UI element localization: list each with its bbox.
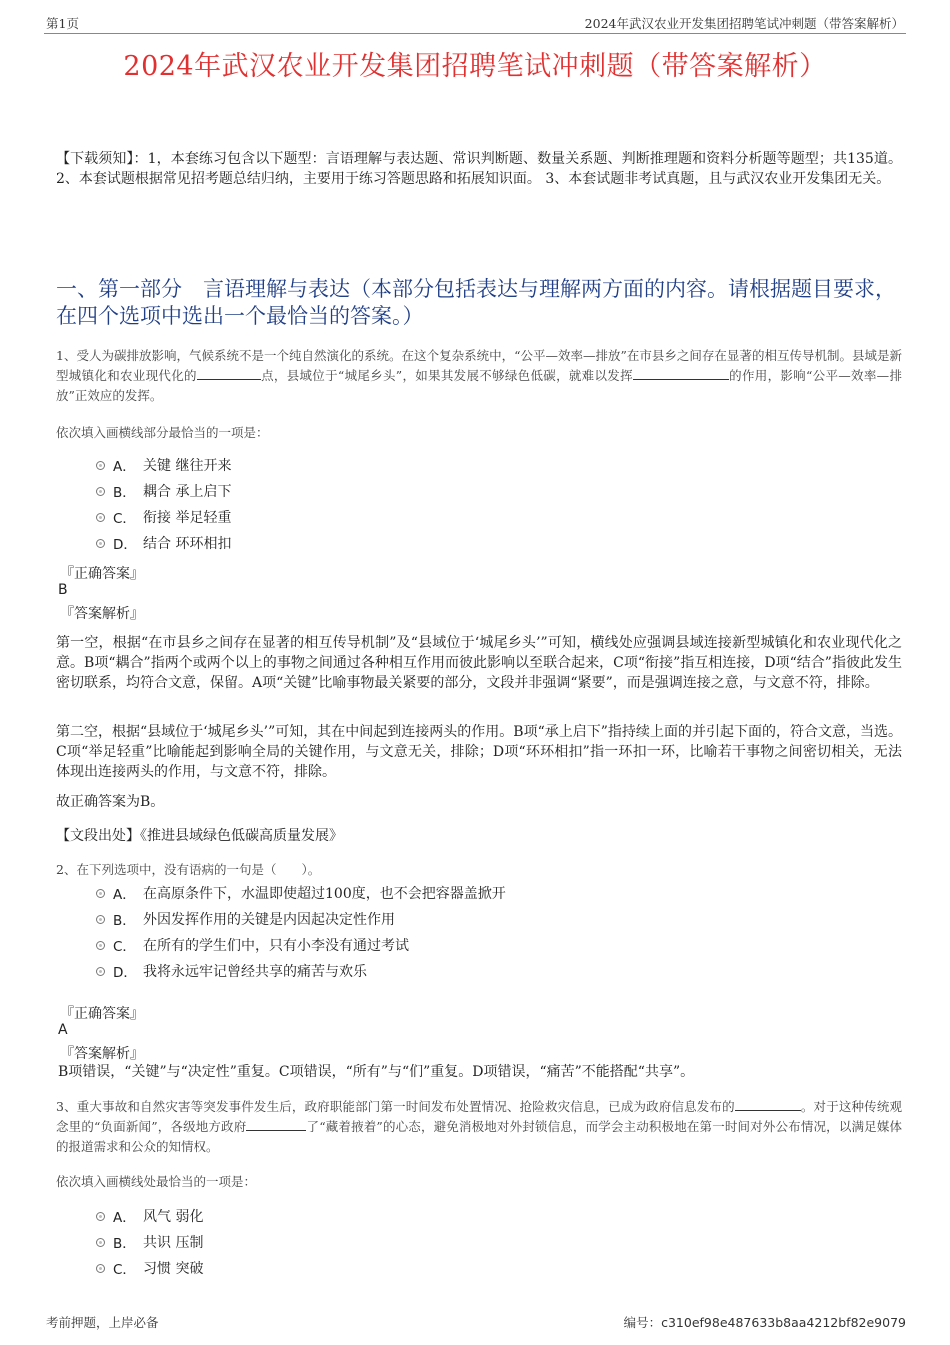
question-2-stem: 2、在下列选项中，没有语病的一句是（ ）。 xyxy=(56,862,321,877)
q1-option-b[interactable]: B． 耦合 承上启下 xyxy=(96,478,231,504)
radio-icon[interactable] xyxy=(96,889,105,898)
header-divider xyxy=(44,33,906,34)
page-title: 2024年武汉农业开发集团招聘笔试冲刺题（带答案解析） xyxy=(123,51,827,82)
q2-analysis: B项错误，“关键”与“决定性”重复。C项错误，“所有”与“们”重复。D项错误，“痛苦”不能搭配“共享”。 xyxy=(58,1064,695,1080)
q1-blank-2 xyxy=(633,367,729,380)
q3-stem-part-b: 。对于这种传统观念里的“负面新闻”，各级地方政府 xyxy=(56,1099,902,1134)
q3-option-b[interactable]: B． 共识 压制 xyxy=(96,1229,203,1255)
radio-icon[interactable] xyxy=(96,513,105,522)
radio-icon[interactable] xyxy=(96,1238,105,1247)
q3-stem-part-a: 3、重大事故和自然灾害等突发事件发生后，政府职能部门第一时间发布处置情况、抢险救灾信息，已成为政府信息发布的 xyxy=(56,1099,735,1114)
q1-option-d[interactable]: D． 结合 环环相扣 xyxy=(96,530,231,556)
q1-analysis-label: 『答案解析』 xyxy=(60,606,144,622)
q1-answer: B xyxy=(58,582,68,598)
q2-option-c[interactable]: C． 在所有的学生们中，只有小李没有通过考试 xyxy=(96,932,506,958)
radio-icon[interactable] xyxy=(96,915,105,924)
q3-option-a[interactable]: A． 风气 弱化 xyxy=(96,1203,203,1229)
q3-prompt: 依次填入画横线处最恰当的一项是： xyxy=(56,1174,257,1189)
question-1-stem xyxy=(56,346,902,406)
footer-code-label: 编号： xyxy=(623,1315,662,1330)
q1-options xyxy=(96,452,231,556)
q2-analysis-label: 『答案解析』 xyxy=(60,1046,144,1062)
radio-icon[interactable] xyxy=(96,1212,105,1221)
q1-answer-label: 『正确答案』 xyxy=(60,566,144,582)
q1-option-c[interactable]: C． 衔接 举足轻重 xyxy=(96,504,231,530)
footer-slogan: 考前押题，上岸必备 xyxy=(46,1315,159,1330)
q3-options xyxy=(96,1203,203,1281)
q2-options xyxy=(96,880,506,984)
q1-source: 【文段出处】《推进县域绿色低碳高质量发展》 xyxy=(56,828,343,844)
q1-prompt: 依次填入画横线部分最恰当的一项是： xyxy=(56,425,269,440)
q1-blank-1 xyxy=(197,367,261,380)
download-notice: 【下载须知】：1，本套练习包含以下题型：言语理解与表达题、常识判断题、数量关系题、判断推理题和资料分析题等题型；共135道。 2、本套试题根据常见招考题总结归纳，主要用于练习答题思路和拓展知识面。 3、本套试题非考试真题，且与武汉农业开发集团无关。 xyxy=(56,151,902,187)
question-3-stem xyxy=(56,1097,902,1157)
q3-blank-1 xyxy=(735,1098,801,1111)
q1-stem-part-c: 的作用，影响“公平—效率—排放”正效应的发挥。 xyxy=(56,368,902,403)
q1-stem-part-b: 点，县域位于“城尾乡头”，如果其发展不够绿色低碳，就难以发挥 xyxy=(260,368,633,383)
q2-option-d[interactable]: D． 我将永远牢记曾经共享的痛苦与欢乐 xyxy=(96,958,506,984)
q3-option-c[interactable]: C． 习惯 突破 xyxy=(96,1255,203,1281)
radio-icon[interactable] xyxy=(96,539,105,548)
radio-icon[interactable] xyxy=(96,941,105,950)
radio-icon[interactable] xyxy=(96,1264,105,1273)
radio-icon[interactable] xyxy=(96,967,105,976)
q1-analysis-paragraph-1: 第一空，根据“在市县乡之间存在显著的相互传导机制”及“县域位于‘城尾乡头’”可知，横线处应强调县域连接新型城镇化和农业现代化之意。B项“耦合”指两个或两个以上的事物之间通过各种相互作用而彼此影响以至联合起来，C项“衔接”指互相连接，D项“结合”指彼此发生密切联系，均符合文意，保留。A项“关键”比喻事物最关紧要的部分，文段并非强调“紧要”，而是强调连接之意，与文意不符，排除。 xyxy=(56,635,902,691)
q2-option-b[interactable]: B． 外因发挥作用的关键是内因起决定性作用 xyxy=(96,906,506,932)
header-doc-title: 2024年武汉农业开发集团招聘笔试冲刺题（带答案解析） xyxy=(584,16,904,31)
q3-stem-part-c: 了“藏着掖着”的心态，避免消极地对外封锁信息，而学会主动积极地在第一时间对外公布情况，以满足媒体的报道需求和公众的知情权。 xyxy=(56,1119,902,1154)
q1-stem-part-a: 1、受人为碳排放影响，气候系统不是一个纯自然演化的系统。在这个复杂系统中，“公平—效率—排放”在市县乡之间存在显著的相互传导机制。县域是新型城镇化和农业现代化的 xyxy=(56,348,902,383)
q1-conclusion: 故正确答案为B。 xyxy=(56,794,165,810)
q2-answer-label: 『正确答案』 xyxy=(60,1006,144,1022)
radio-icon[interactable] xyxy=(96,461,105,470)
page-number: 第1页 xyxy=(46,16,79,31)
footer-code-value: c310ef98e487633b8aa4212bf82e9079 xyxy=(661,1315,906,1330)
q2-option-a[interactable]: A． 在高原条件下，水温即使超过100度，也不会把容器盖掀开 xyxy=(96,880,506,906)
radio-icon[interactable] xyxy=(96,487,105,496)
footer-code xyxy=(624,1313,906,1331)
q3-blank-2 xyxy=(246,1118,306,1131)
q2-answer: A xyxy=(58,1022,68,1038)
q1-analysis-paragraph-2: 第二空，根据“县域位于‘城尾乡头’”可知，其在中间起到连接两头的作用。B项“承上启下”指持续上面的并引起下面的，符合文意，当选。C项“举足轻重”比喻能起到影响全局的关键作用，与文意无关，排除；D项“环环相扣”指一环扣一环，比喻若干事物之间密切相关，无法体现出连接两头的作用，与文意不符，排除。 xyxy=(56,724,902,780)
q1-option-a[interactable]: A． 关键 继往开来 xyxy=(96,452,231,478)
section-heading: 一、第一部分 言语理解与表达（本部分包括表达与理解两方面的内容。请根据题目要求，在四个选项中选出一个最恰当的答案。） xyxy=(56,277,896,328)
